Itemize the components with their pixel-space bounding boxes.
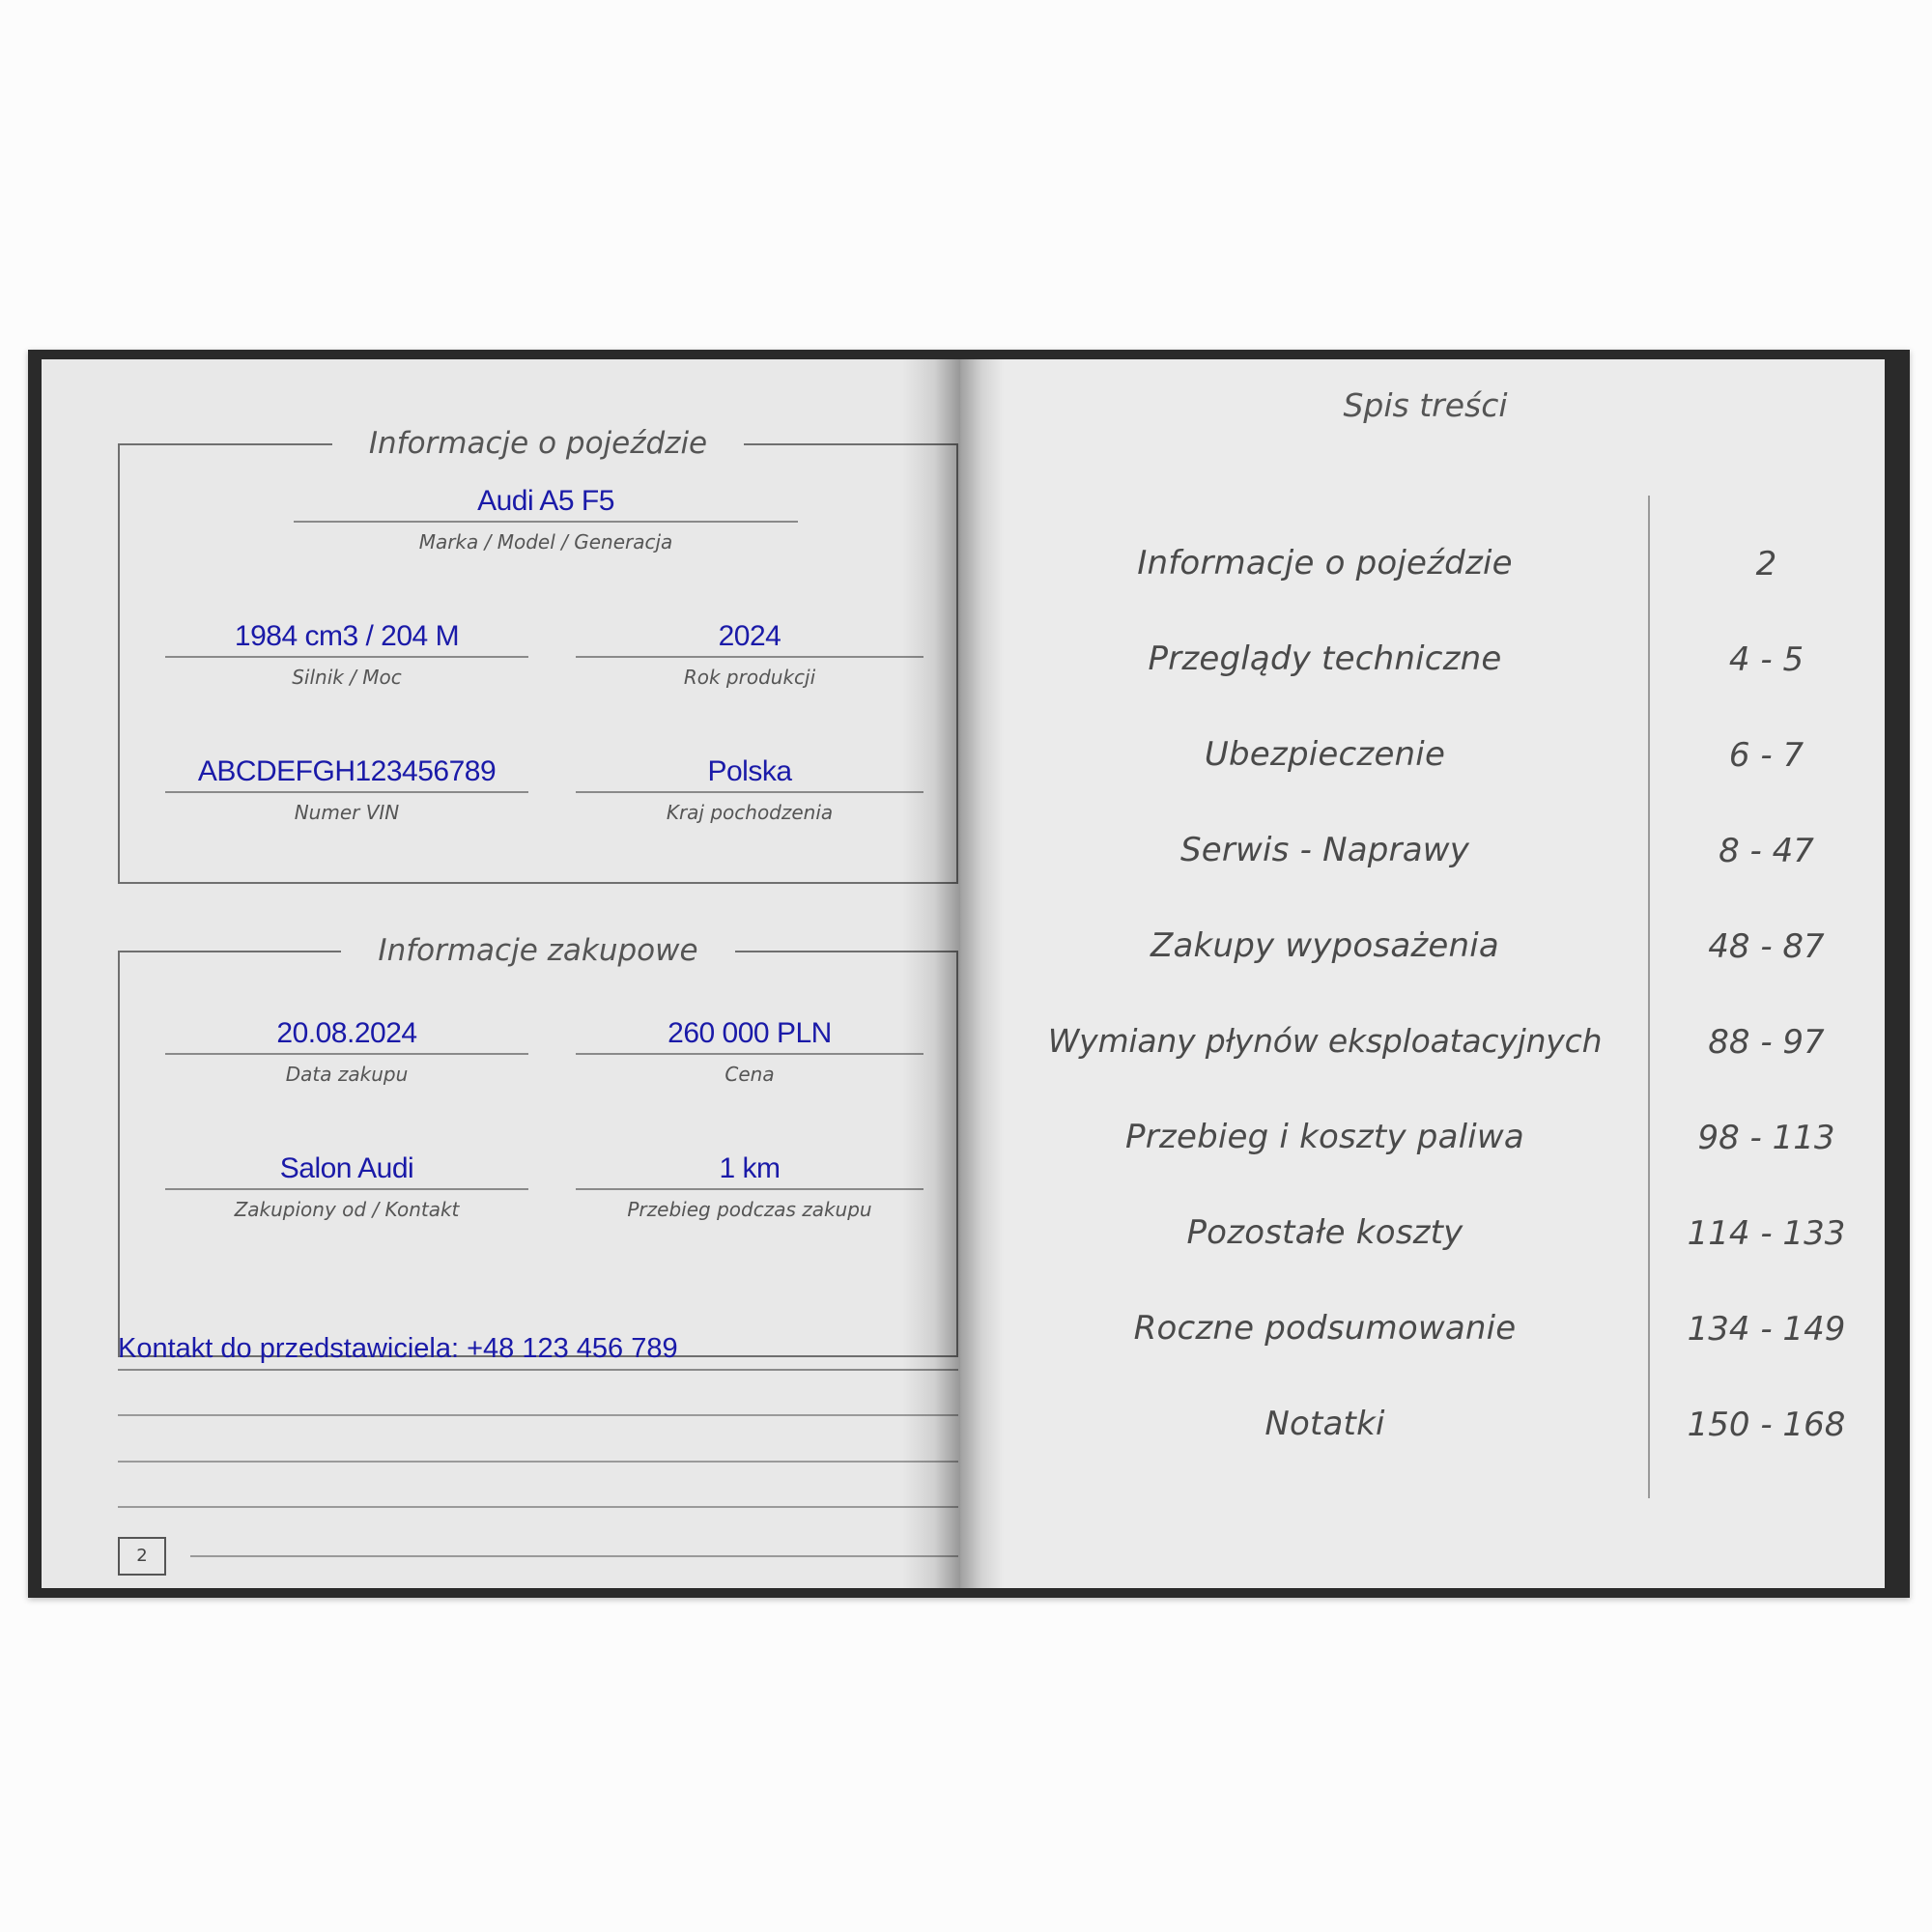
toc-item-name: Roczne podsumowanie [1133,1309,1517,1348]
toc-item-name: Przebieg i koszty paliwa [1125,1118,1524,1156]
representative-contact: Kontakt do przedstawiciela: +48 123 456 789 [118,1328,958,1371]
make-model-label: Marka / Model / Generacja [418,530,673,554]
toc-row [960,1204,1885,1262]
toc-item-name: Serwis - Naprawy [1179,831,1470,869]
price-label: Cena [724,1063,775,1086]
year-field [576,617,923,689]
toc-item-pages: 48 - 87 [1708,927,1825,966]
toc-title: Spis treści [1343,386,1508,424]
make-model-value: Audi A5 F5 [294,482,798,523]
vin-value: ABCDEFGH123456789 [165,753,528,793]
price-value: 260 000 PLN [576,1014,923,1055]
page-number: 2 [118,1537,166,1576]
notebook-spread [28,350,1910,1598]
toc-item-pages: 98 - 113 [1697,1119,1835,1157]
mileage-field [576,1150,923,1221]
engine-value: 1984 cm3 / 204 M [165,617,528,658]
purchase-date-label: Data zakupu [285,1063,409,1086]
toc-item-pages: 2 [1755,545,1777,583]
footer-line [190,1555,958,1557]
seller-label: Zakupiony od / Kontakt [234,1198,460,1221]
country-field [576,753,923,824]
toc-row [960,630,1885,688]
year-value: 2024 [576,617,923,658]
engine-field [165,617,528,689]
mileage-value: 1 km [576,1150,923,1190]
ruled-line [118,1414,958,1416]
toc-row [960,1299,1885,1357]
toc-item-pages: 114 - 133 [1687,1214,1846,1253]
toc-row [960,1395,1885,1453]
ruled-line [118,1506,958,1508]
year-label: Rok produkcji [683,666,816,689]
toc-item-name: Notatki [1264,1405,1385,1443]
toc-item-name: Zakupy wyposażenia [1151,926,1499,965]
price-field [576,1014,923,1086]
toc-row [960,1108,1885,1166]
vin-field [165,753,528,824]
vin-label: Numer VIN [294,801,400,824]
seller-value: Salon Audi [165,1150,528,1190]
toc-row [960,534,1885,592]
toc-item-pages: 134 - 149 [1687,1310,1846,1349]
toc-item-pages: 4 - 5 [1728,640,1804,679]
toc-item-pages: 8 - 47 [1719,832,1814,870]
toc-row [960,821,1885,879]
make-model-field [294,482,798,554]
toc-item-pages: 6 - 7 [1728,736,1804,775]
toc-item-name: Informacje o pojeździe [1137,544,1513,582]
purchase-date-field [165,1014,528,1086]
toc-item-pages: 150 - 168 [1687,1406,1846,1444]
left-page [42,359,960,1588]
toc-item-name: Ubezpieczenie [1204,735,1446,774]
mileage-label: Przebieg podczas zakupu [627,1198,872,1221]
purchase-info-title: Informacje zakupowe [120,931,956,970]
purchase-info-box [118,933,958,1357]
purchase-date-value: 20.08.2024 [165,1014,528,1055]
country-value: Polska [576,753,923,793]
toc-row [960,1012,1885,1070]
ruled-line [118,1461,958,1463]
toc-item-name: Przeglądy techniczne [1148,639,1502,678]
vehicle-info-title: Informacje o pojeździe [120,424,956,463]
right-page [960,359,1885,1588]
toc-item-name: Pozostałe koszty [1186,1213,1463,1252]
seller-field [165,1150,528,1221]
toc-row [960,917,1885,975]
vehicle-info-box [118,426,958,884]
engine-label: Silnik / Moc [292,666,402,689]
toc-item-name: Wymiany płynów eksploatacyjnych [1047,1022,1603,1060]
spine-shadow [902,359,960,1588]
toc-row [960,725,1885,783]
country-label: Kraj pochodzenia [666,801,834,824]
toc-item-pages: 88 - 97 [1708,1023,1825,1062]
